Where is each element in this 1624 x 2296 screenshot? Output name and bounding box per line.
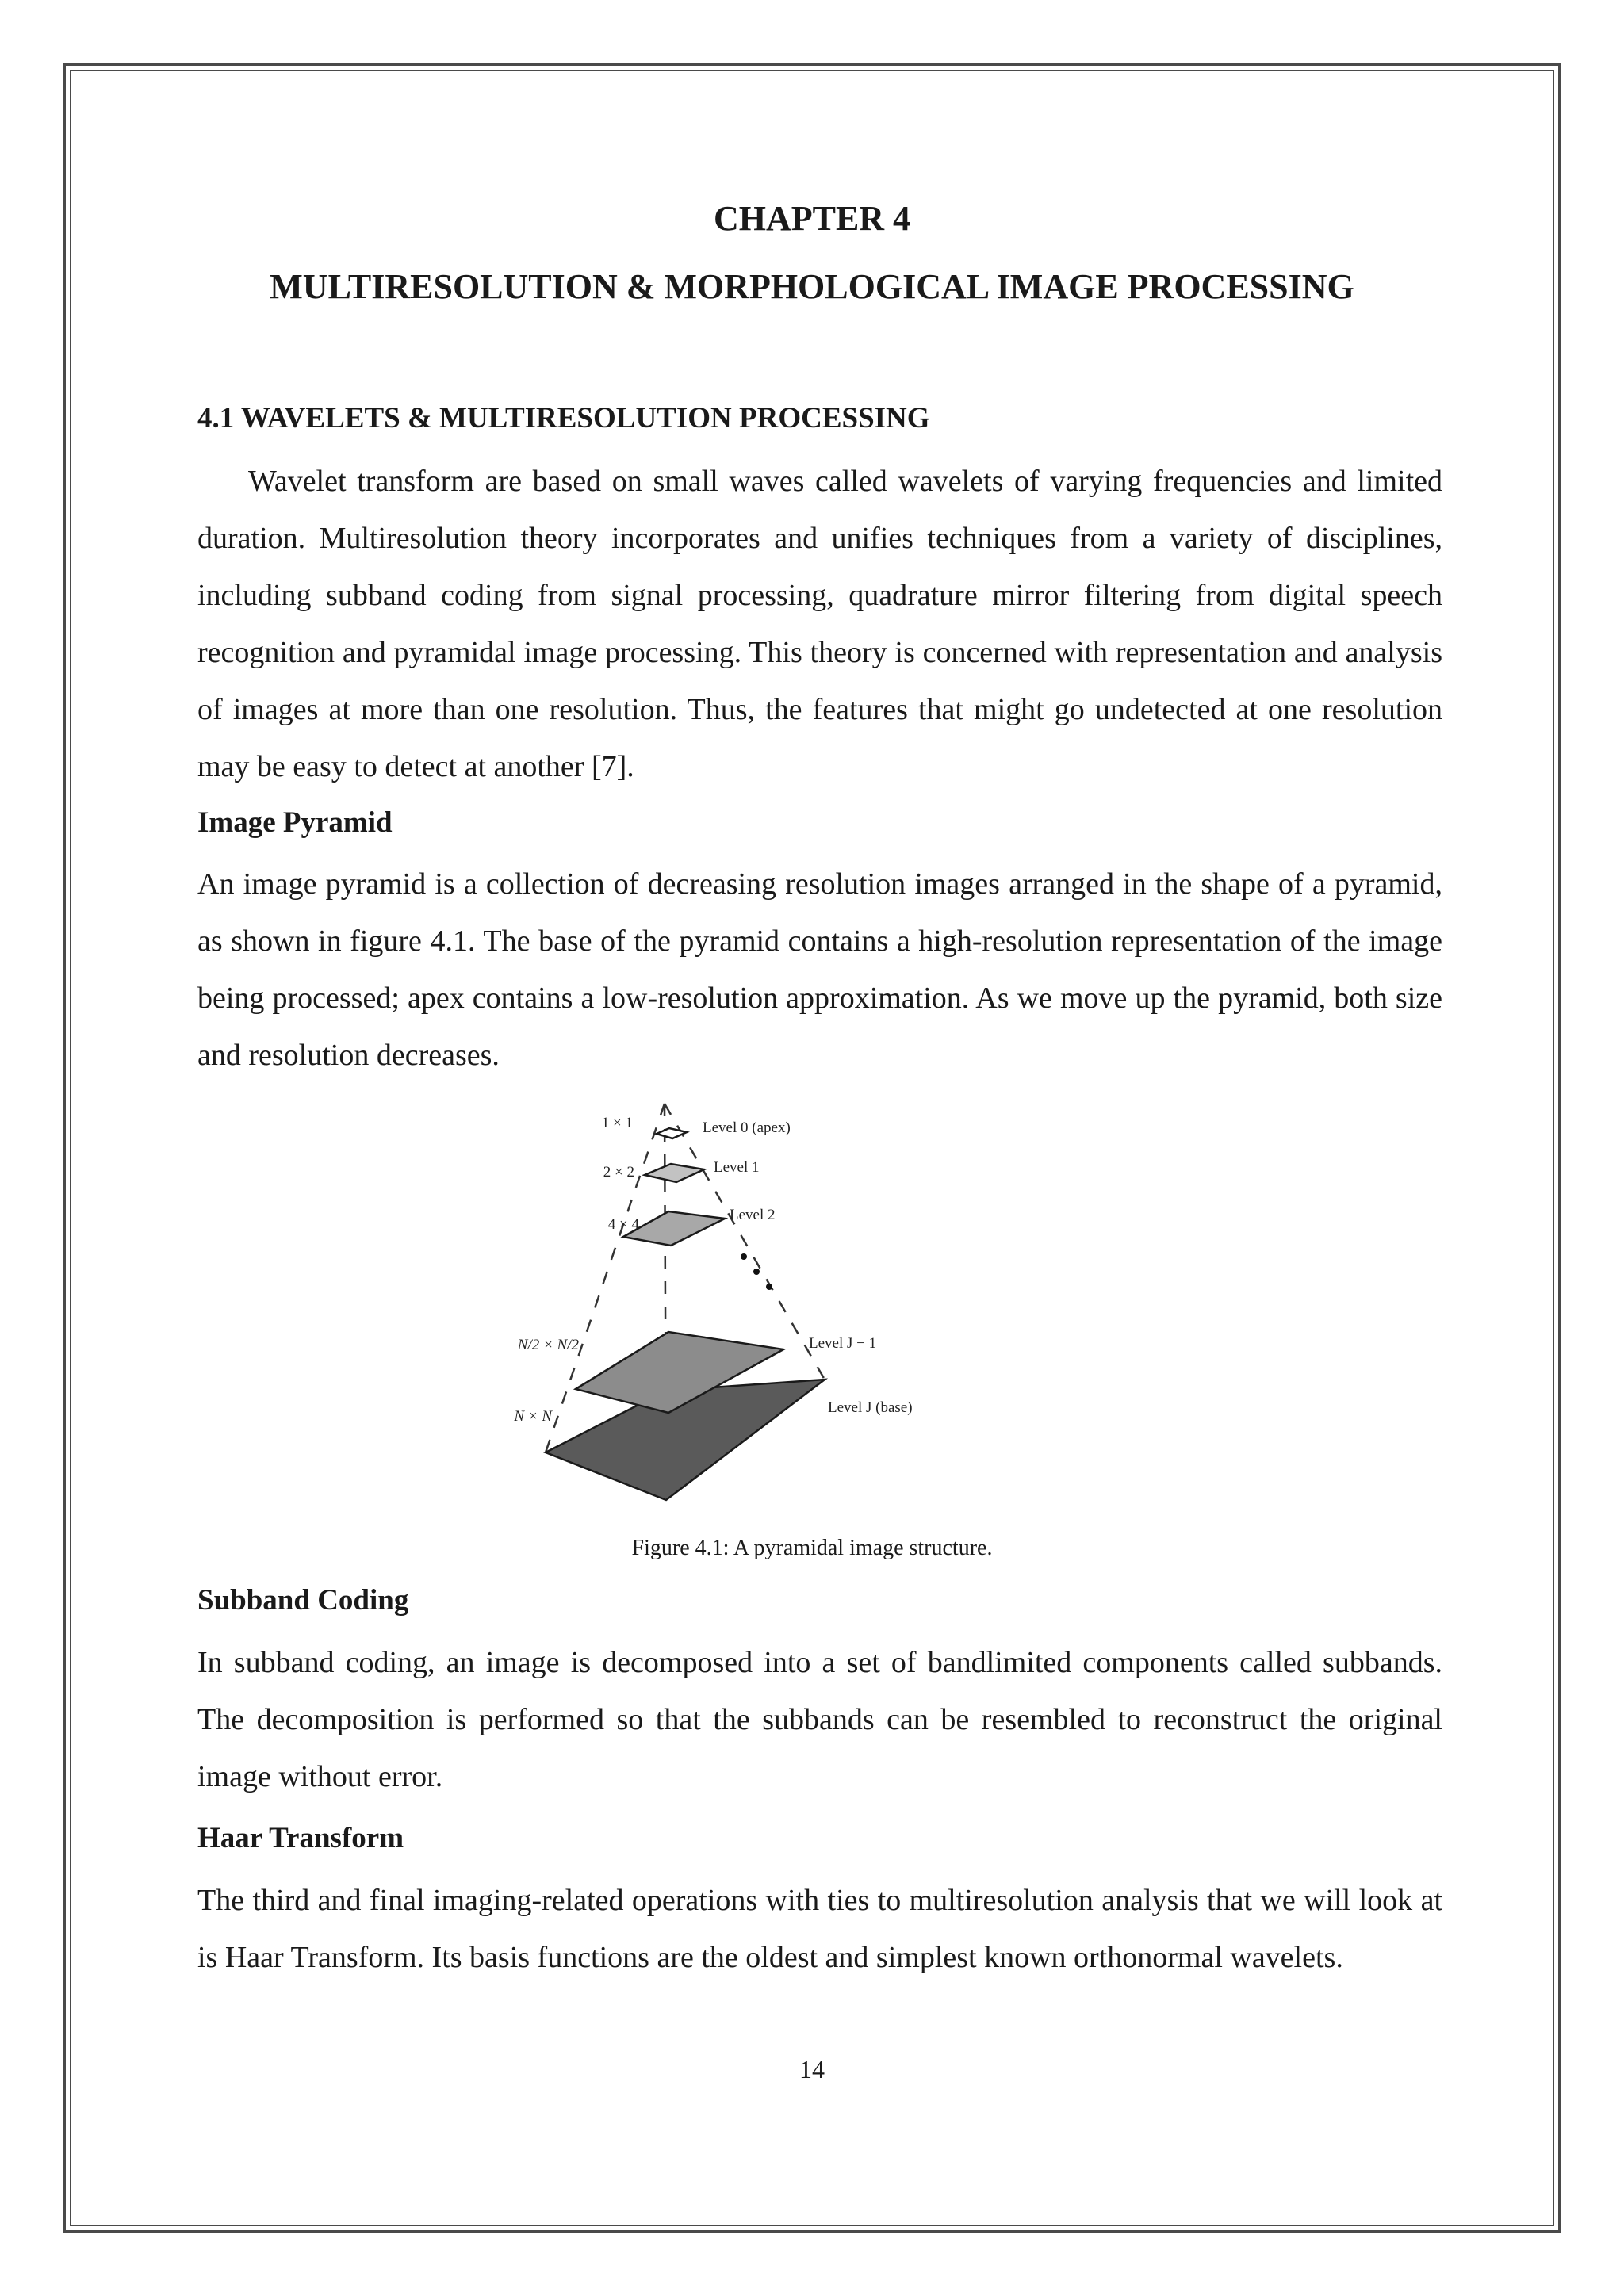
- section-4-1-heading: 4.1 WAVELETS & MULTIRESOLUTION PROCESSING: [197, 402, 930, 434]
- pyramid-figure: [514, 1088, 1140, 1510]
- level-label-0: Level 0 (apex): [703, 1119, 791, 1136]
- chapter-title: MULTIRESOLUTION & MORPHOLOGICAL IMAGE PROCESSING: [270, 267, 1354, 306]
- figure-caption: Figure 4.1: A pyramidal image structure.: [631, 1536, 993, 1560]
- size-label-1x1: 1 × 1: [601, 1115, 633, 1131]
- chapter-label: CHAPTER 4: [713, 199, 911, 238]
- image-pyramid-heading: Image Pyramid: [197, 806, 393, 839]
- level-label-j-base: Level J (base): [828, 1399, 913, 1416]
- level-label-1: Level 1: [714, 1159, 760, 1176]
- size-label-n: N × N: [514, 1408, 552, 1425]
- image-pyramid-paragraph: An image pyramid is a collection of decreasing resolution images arranged in the shape of a pyramid, as shown in figure 4.1. The base of the pyramid contains a high-resolution representation of the image being processed; apex contains a low-resolution approximation. As we move up the pyramid, both size and resolution decreases.: [197, 867, 1442, 1072]
- size-label-2x2: 2 × 2: [603, 1164, 634, 1181]
- level-label-2: Level 2: [730, 1207, 776, 1223]
- haar-transform-heading: Haar Transform: [197, 1822, 404, 1854]
- subband-coding-paragraph: In subband coding, an image is decomposed into a set of bandlimited components called subbands. The decomposition is performed so that the subbands can be resembled to reconstruct the original image without error.: [197, 1646, 1442, 1793]
- page-number: 14: [799, 2055, 825, 2084]
- level-1-plane: [645, 1164, 704, 1182]
- haar-transform-paragraph: The third and final imaging-related operations with ties to multiresolution analysis that we will look at is Haar Transform. Its basis functions are the oldest and simplest known orthonormal wavelets.: [197, 1884, 1442, 1974]
- continuation-dots: [741, 1253, 772, 1290]
- subband-coding-heading: Subband Coding: [197, 1584, 409, 1617]
- section-4-1-paragraph: Wavelet transform are based on small waves called wavelets of varying frequencies and limited duration. Multiresolution theory incorporates and unifies techniques from a variety of disciplines, including subband coding from signal processing, quadrature mirror filtering from digital speech recognition and pyramidal image processing. This theory is concerned with representation and analysis of images at more than one resolution. Thus, the features that might go undetected at one resolution may be easy to detect at another [7].: [197, 465, 1442, 783]
- size-label-4x4: 4 × 4: [607, 1216, 639, 1233]
- pyramid-diagram: [514, 1088, 1140, 1510]
- level-0-plane: [657, 1128, 687, 1138]
- level-label-j-minus-1: Level J − 1: [809, 1335, 877, 1352]
- size-label-n-half: N/2 × N/2: [517, 1337, 579, 1353]
